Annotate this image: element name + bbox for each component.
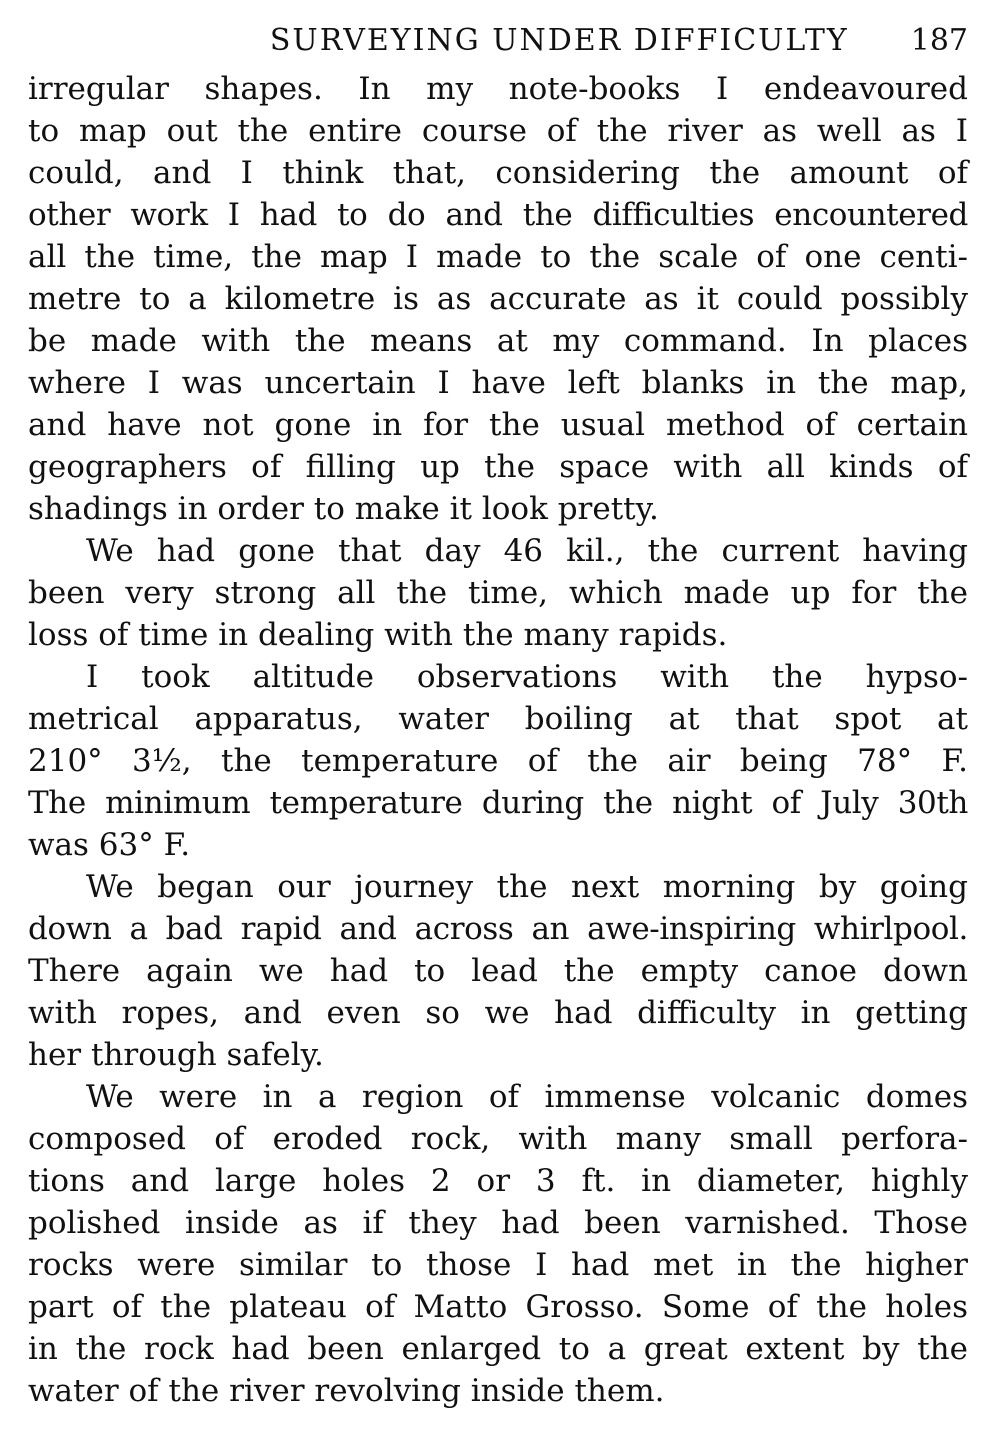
text-line: composed of eroded rock, with many small perfora- xyxy=(28,1121,968,1157)
text-line: 210° 3½, the temperature of the air being 78° F. xyxy=(28,743,968,779)
text-line: part of the plateau of Matto Grosso. Some of the holes xyxy=(28,1289,968,1325)
text-line: We began our journey the next morning by going xyxy=(86,869,968,905)
text-line: We had gone that day 46 kil., the current having xyxy=(86,533,968,569)
text-line: We were in a region of immense volcanic domes xyxy=(86,1079,968,1115)
text-line: all the time, the map I made to the scale of one centi- xyxy=(28,239,968,275)
text-line: water of the river revolving inside them. xyxy=(28,1373,665,1409)
text-line: irregular shapes. In my note-books I endeavoured xyxy=(28,71,968,107)
text-line: metrical apparatus, water boiling at that spot at xyxy=(28,701,968,737)
text-line: in the rock had been enlarged to a great extent by the xyxy=(28,1331,968,1367)
page-number: 187 xyxy=(910,23,968,58)
text-line: her through safely. xyxy=(28,1037,324,1073)
text-line: metre to a kilometre is as accurate as it could possibly xyxy=(28,281,968,317)
text-line: There again we had to lead the empty canoe down xyxy=(28,953,968,989)
text-line: where I was uncertain I have left blanks in the map, xyxy=(28,365,968,401)
text-line: shadings in order to make it look pretty. xyxy=(28,491,659,527)
text-line: other work I had to do and the difficulties encountered xyxy=(28,197,968,233)
book-page xyxy=(28,14,968,1412)
text-line: down a bad rapid and across an awe-inspiring whirlpool. xyxy=(28,911,968,947)
text-line: be made with the means at my command. In places xyxy=(28,323,968,359)
text-line: loss of time in dealing with the many rapids. xyxy=(28,617,728,653)
text-line: I took altitude observations with the hypso- xyxy=(86,659,968,695)
text-line: been very strong all the time, which made up for the xyxy=(28,575,968,611)
text-line: with ropes, and even so we had difficulty in getting xyxy=(28,995,968,1031)
text-line: was 63° F. xyxy=(28,827,191,863)
running-title: SURVEYING UNDER DIFFICULTY xyxy=(269,23,849,58)
text-line: rocks were similar to those I had met in the higher xyxy=(28,1247,968,1283)
text-line: to map out the entire course of the river as well as I xyxy=(28,113,968,149)
text-line: polished inside as if they had been varnished. Those xyxy=(28,1205,968,1241)
text-line: The minimum temperature during the night of July 30th xyxy=(28,785,968,821)
text-line: and have not gone in for the usual method of certain xyxy=(28,407,968,443)
running-head xyxy=(28,14,968,68)
text-line: could, and I think that, considering the amount of xyxy=(28,155,968,191)
body-text xyxy=(28,68,968,1412)
text-line: geographers of filling up the space with all kinds of xyxy=(28,449,968,485)
text-line: tions and large holes 2 or 3 ft. in diameter, highly xyxy=(28,1163,968,1199)
